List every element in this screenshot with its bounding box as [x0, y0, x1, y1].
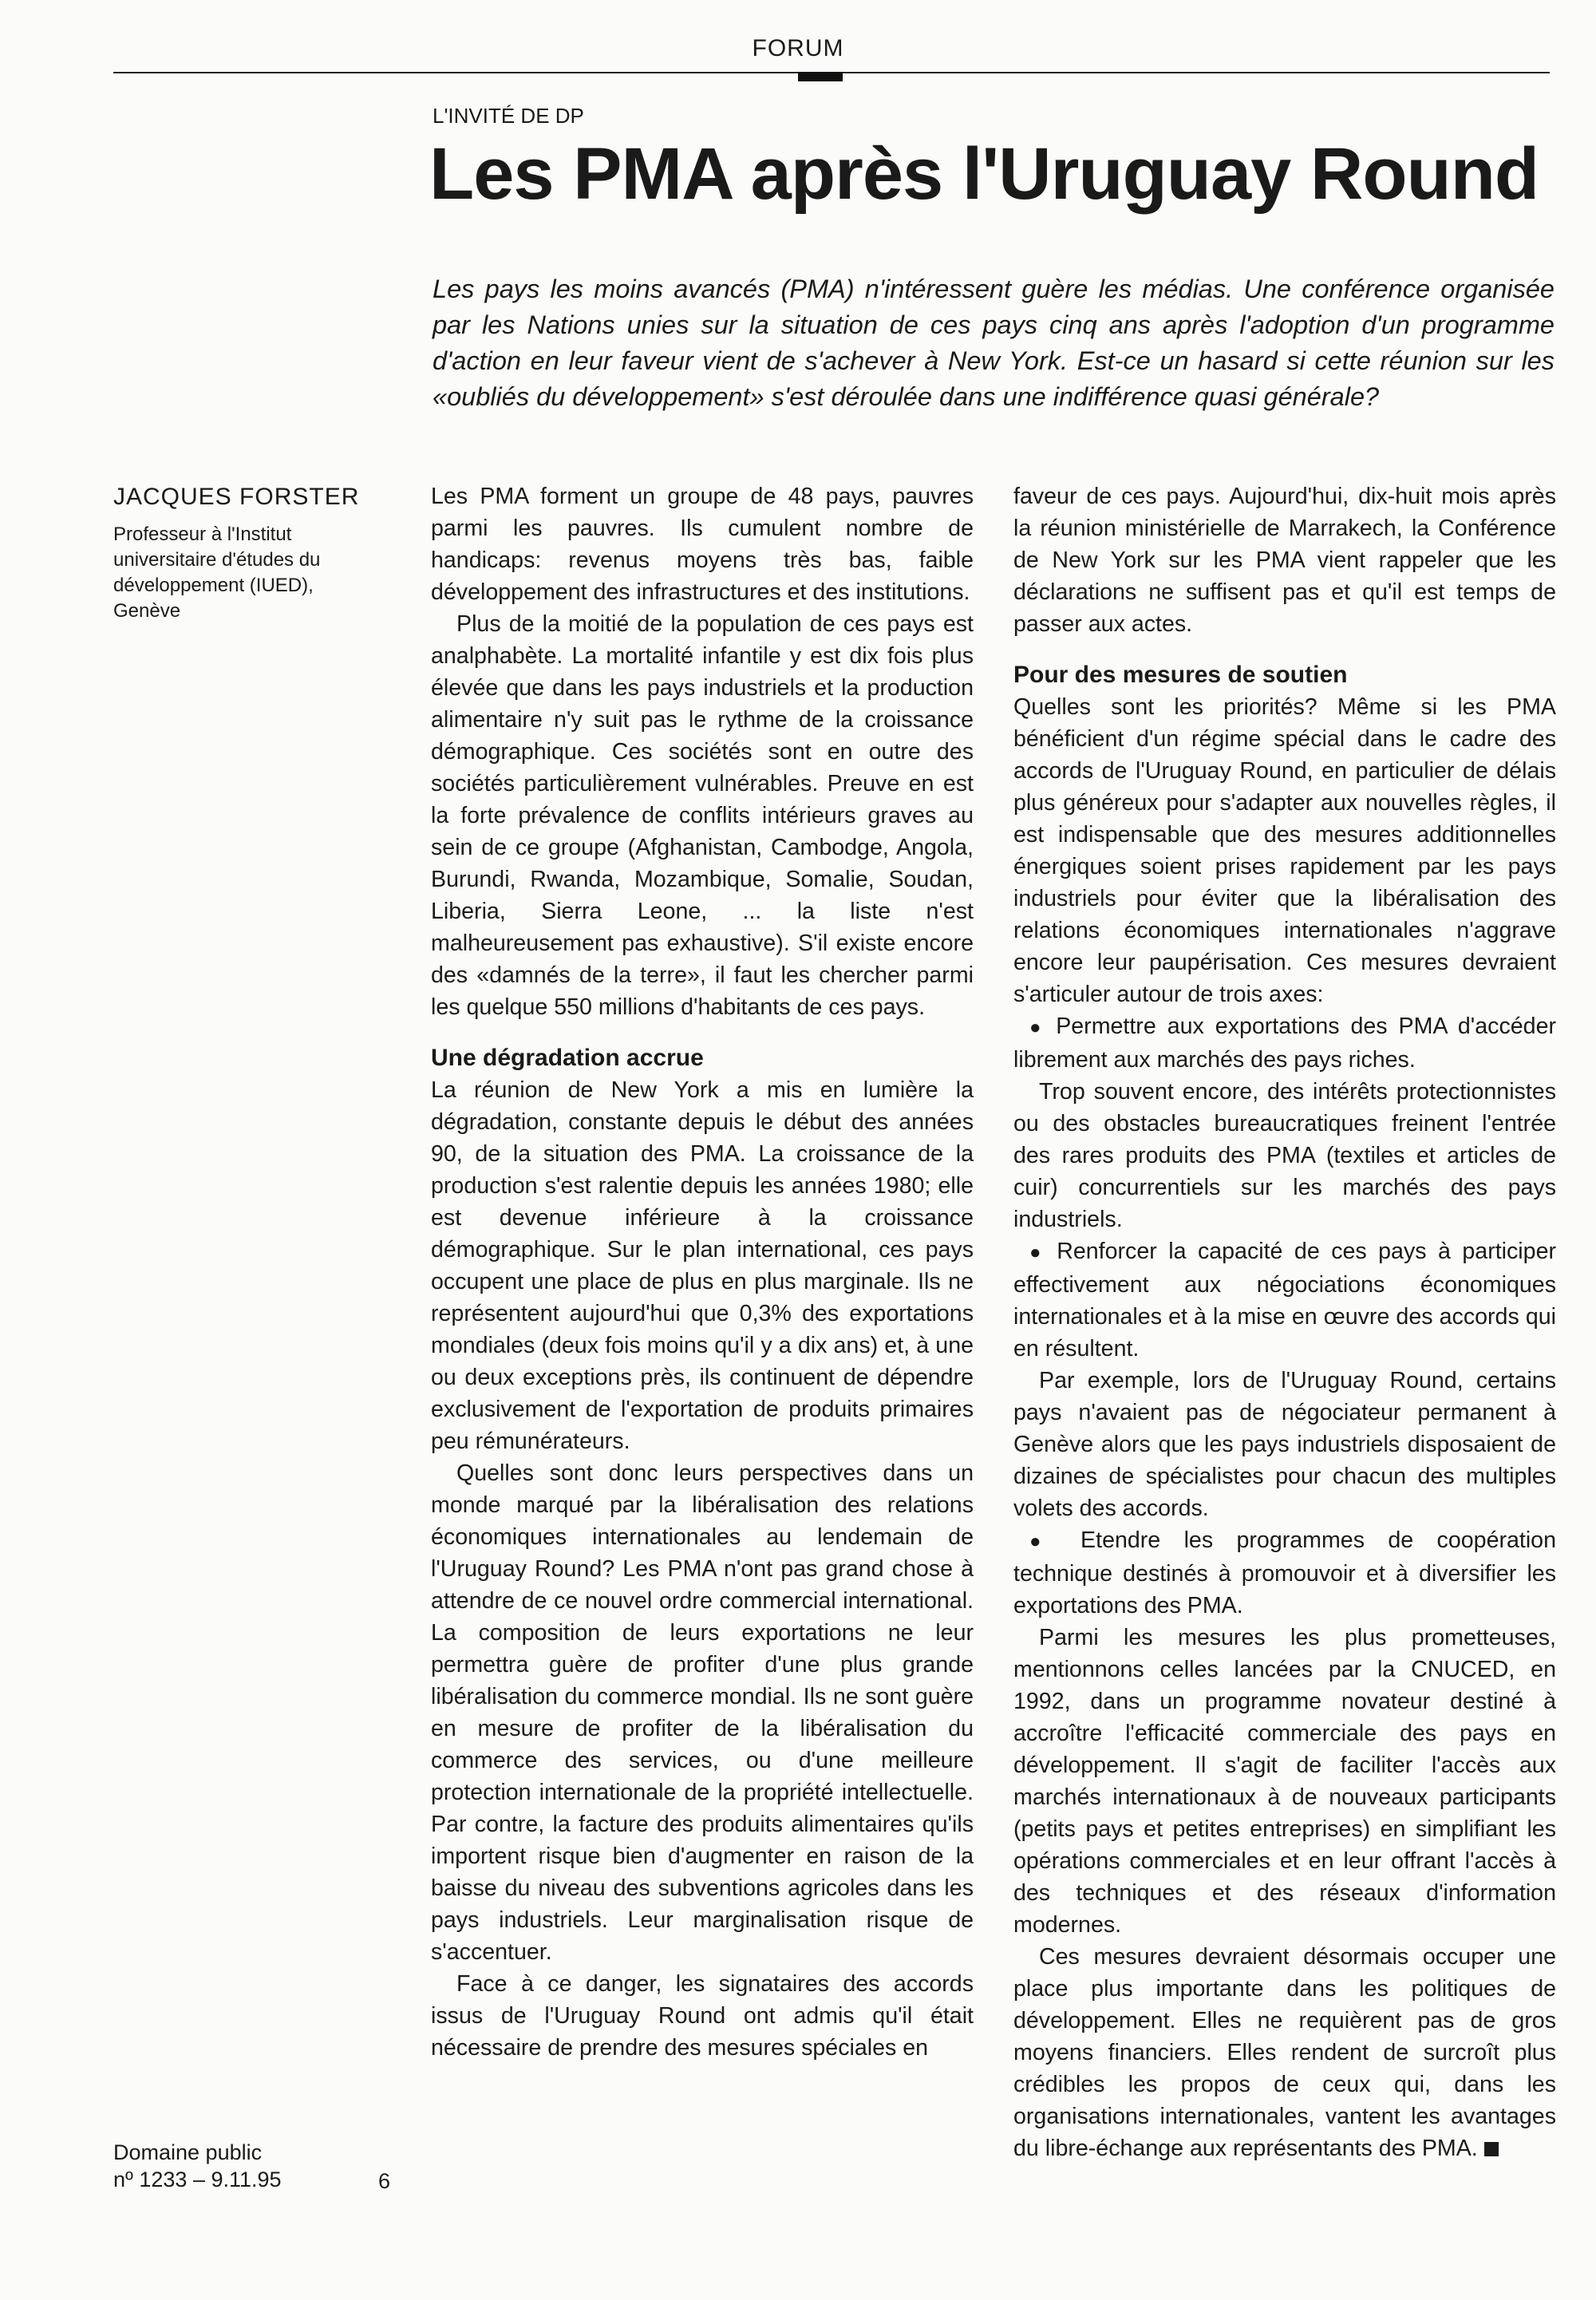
author-name: JACQUES FORSTER	[113, 484, 360, 510]
publication-name: Domaine public	[113, 2140, 263, 2164]
body-column-1	[431, 480, 974, 2064]
paragraph: Par exemple, lors de l'Uruguay Round, certains pays n'avaient pas de négociateur permanent à Genève alors que les pays industriels disposaient de dizaines de spécialistes pour chacun des multiples volets des accords.	[1013, 1368, 1556, 1521]
paragraph: Quelles sont donc leurs perspectives dans un monde marqué par la libéralisation des relations économiques internationales au lendemain de l'Uruguay Round? Les PMA n'ont pas grand chose à attendre de ce nouvel ordre commercial international. La composition de leurs exportations ne leur permettra guère de profiter d'une plus grande libéralisation du commerce mondial. Ils ne sont guère en mesure de profiter de la libéralisation du commerce des services, ou d'une meilleure protection internationale de la propriété intellectuelle. Par contre, la facture des produits alimentaires qu'ils importent risque bien d'augmenter en raison de la baisse du niveau des subventions agricoles dans les pays industriels. Leur marginalisation risque de s'accentuer.	[431, 1460, 974, 1965]
header-rule-tab	[798, 72, 843, 81]
paragraph: La réunion de New York a mis en lumière la dégradation, constante depuis le début des années 90, de la situation des PMA. La croissance de la production s'est ralentie depuis les années 1980; elle est devenue inférieure à la croissance démographique. Sur le plan international, ces pays occupent une place de plus en plus marginale. Ils ne représentent aujourd'hui que 0,3% des exportations mondiales (deux fois moins qu'il y a dix ans) et, à une ou deux exceptions près, ils continuent de dépendre exclusivement de l'exportation de produits primaires peu rémunérateurs.	[431, 1077, 974, 1454]
paragraph: Plus de la moitié de la population de ces pays est analphabète. La mortalité infantile y est dix fois plus élevée que dans les pays industriels et la production alimentaire n'y suit pas le rythme de la croissance démographique. Ces sociétés sont en outre des sociétés particulièrement vulnérables. Preuve en est la forte prévalence de conflits intérieurs graves au sein de ce groupe (Afghanistan, Cambodge, Angola, Burundi, Rwanda, Mozambique, Somalie, Soudan, Liberia, Sierra Leone, ... la liste n'est malheureusement pas exhaustive). S'il existe encore des «damnés de la terre», il faut les chercher parmi les quelque 550 millions d'habitants de ces pays.	[431, 611, 974, 1020]
bullet-item: ● Permettre aux exportations des PMA d'accéder librement aux marchés des pays riches.	[1013, 1010, 1556, 1076]
paragraph-text: Ces mesures devraient désormais occuper une place plus importante dans les politiques de développement. Elles ne requièrent pas de gros moyens financiers. Elles rendent de surcroît plus crédibles les propos de ceux qui, dans les organisations internationales, vantent les avantages du libre-échange aux représentants des PMA.	[1013, 1944, 1556, 2161]
kicker: L'INVITÉ DE DP	[433, 104, 584, 128]
article-lead: Les pays les moins avancés (PMA) n'intéressent guère les médias. Une conférence organisée par les Nations unies sur la situation de ces pays cinq ans après l'adoption d'un programme d'action en leur faveur vient de s'achever à New York. Est-ce un hasard si cette réunion sur les «oubliés du développement» s'est déroulée dans une indifférence quasi générale?	[433, 275, 1555, 411]
paragraph: Trop souvent encore, des intérêts protectionnistes ou des obstacles bureaucratiques freinent l'entrée des rares produits des PMA (textiles et articles de cuir) concurrentiels sur les marchés des pays industriels.	[1013, 1079, 1556, 1232]
body-column-2	[1013, 480, 1556, 2164]
end-of-article-mark	[1484, 2142, 1499, 2156]
author-bio: Professeur à l'Institut universitaire d'études du développement (IUED), Genève	[113, 524, 321, 622]
paragraph: Les PMA forment un groupe de 48 pays, pauvres parmi les pauvres. Ils cumulent nombre de handicaps: revenus moyens très bas, faible développement des infrastructures et des institutions.	[431, 484, 974, 605]
publication-issue: nº 1233 – 9.11.95	[113, 2168, 282, 2191]
paragraph: faveur de ces pays. Aujourd'hui, dix-huit mois après la réunion ministérielle de Marrakech, la Conférence de New York sur les PMA vient rappeler que les déclarations ne suffisent pas et qu'il est temps de passer aux actes.	[1013, 484, 1556, 637]
paragraph	[1013, 1941, 1556, 2164]
subheading: Une dégradation accrue	[431, 1045, 704, 1071]
paragraph: Quelles sont les priorités? Même si les PMA bénéficient d'un régime spécial dans le cadre des accords de l'Uruguay Round, en particulier de délais plus généreux pour s'adapter aux nouvelles règles, il est indispensable que des mesures additionnelles énergiques soient prises rapidement par les pays industriels pour éviter que la libéralisation des relations économiques internationales n'aggrave encore leur paupérisation. Ces mesures devraient s'articuler autour de trois axes:	[1013, 694, 1556, 1007]
section-label: FORUM	[752, 35, 844, 61]
publication-info	[113, 2139, 353, 2193]
article-title: Les PMA après l'Uruguay Round	[429, 133, 1539, 215]
paragraph: Parmi les mesures les plus prometteuses, mentionnons celles lancées par la CNUCED, en 1992, dans un programme novateur destiné à accroître l'efficacité commerciale des pays en développement. Il s'agit de faciliter l'accès aux marchés internationaux à de nouveaux participants (petits pays et petites entreprises) en simplifiant les opérations commerciales et en leur offrant l'accès à des techniques et des réseaux d'information modernes.	[1013, 1625, 1556, 1938]
paragraph: Face à ce danger, les signataires des accords issus de l'Uruguay Round ont admis qu'il était nécessaire de prendre des mesures spéciales en	[431, 1971, 974, 2061]
bullet-item: ● Etendre les programmes de coopération technique destinés à promouvoir et à diversifier les exportations des PMA.	[1013, 1524, 1556, 1622]
page-number: 6	[378, 2169, 391, 2193]
bullet-item: ● Renforcer la capacité de ces pays à participer effectivement aux négociations économiques internationales et à la mise en œuvre des accords qui en résultent.	[1013, 1235, 1556, 1365]
subheading: Pour des mesures de soutien	[1013, 662, 1348, 688]
